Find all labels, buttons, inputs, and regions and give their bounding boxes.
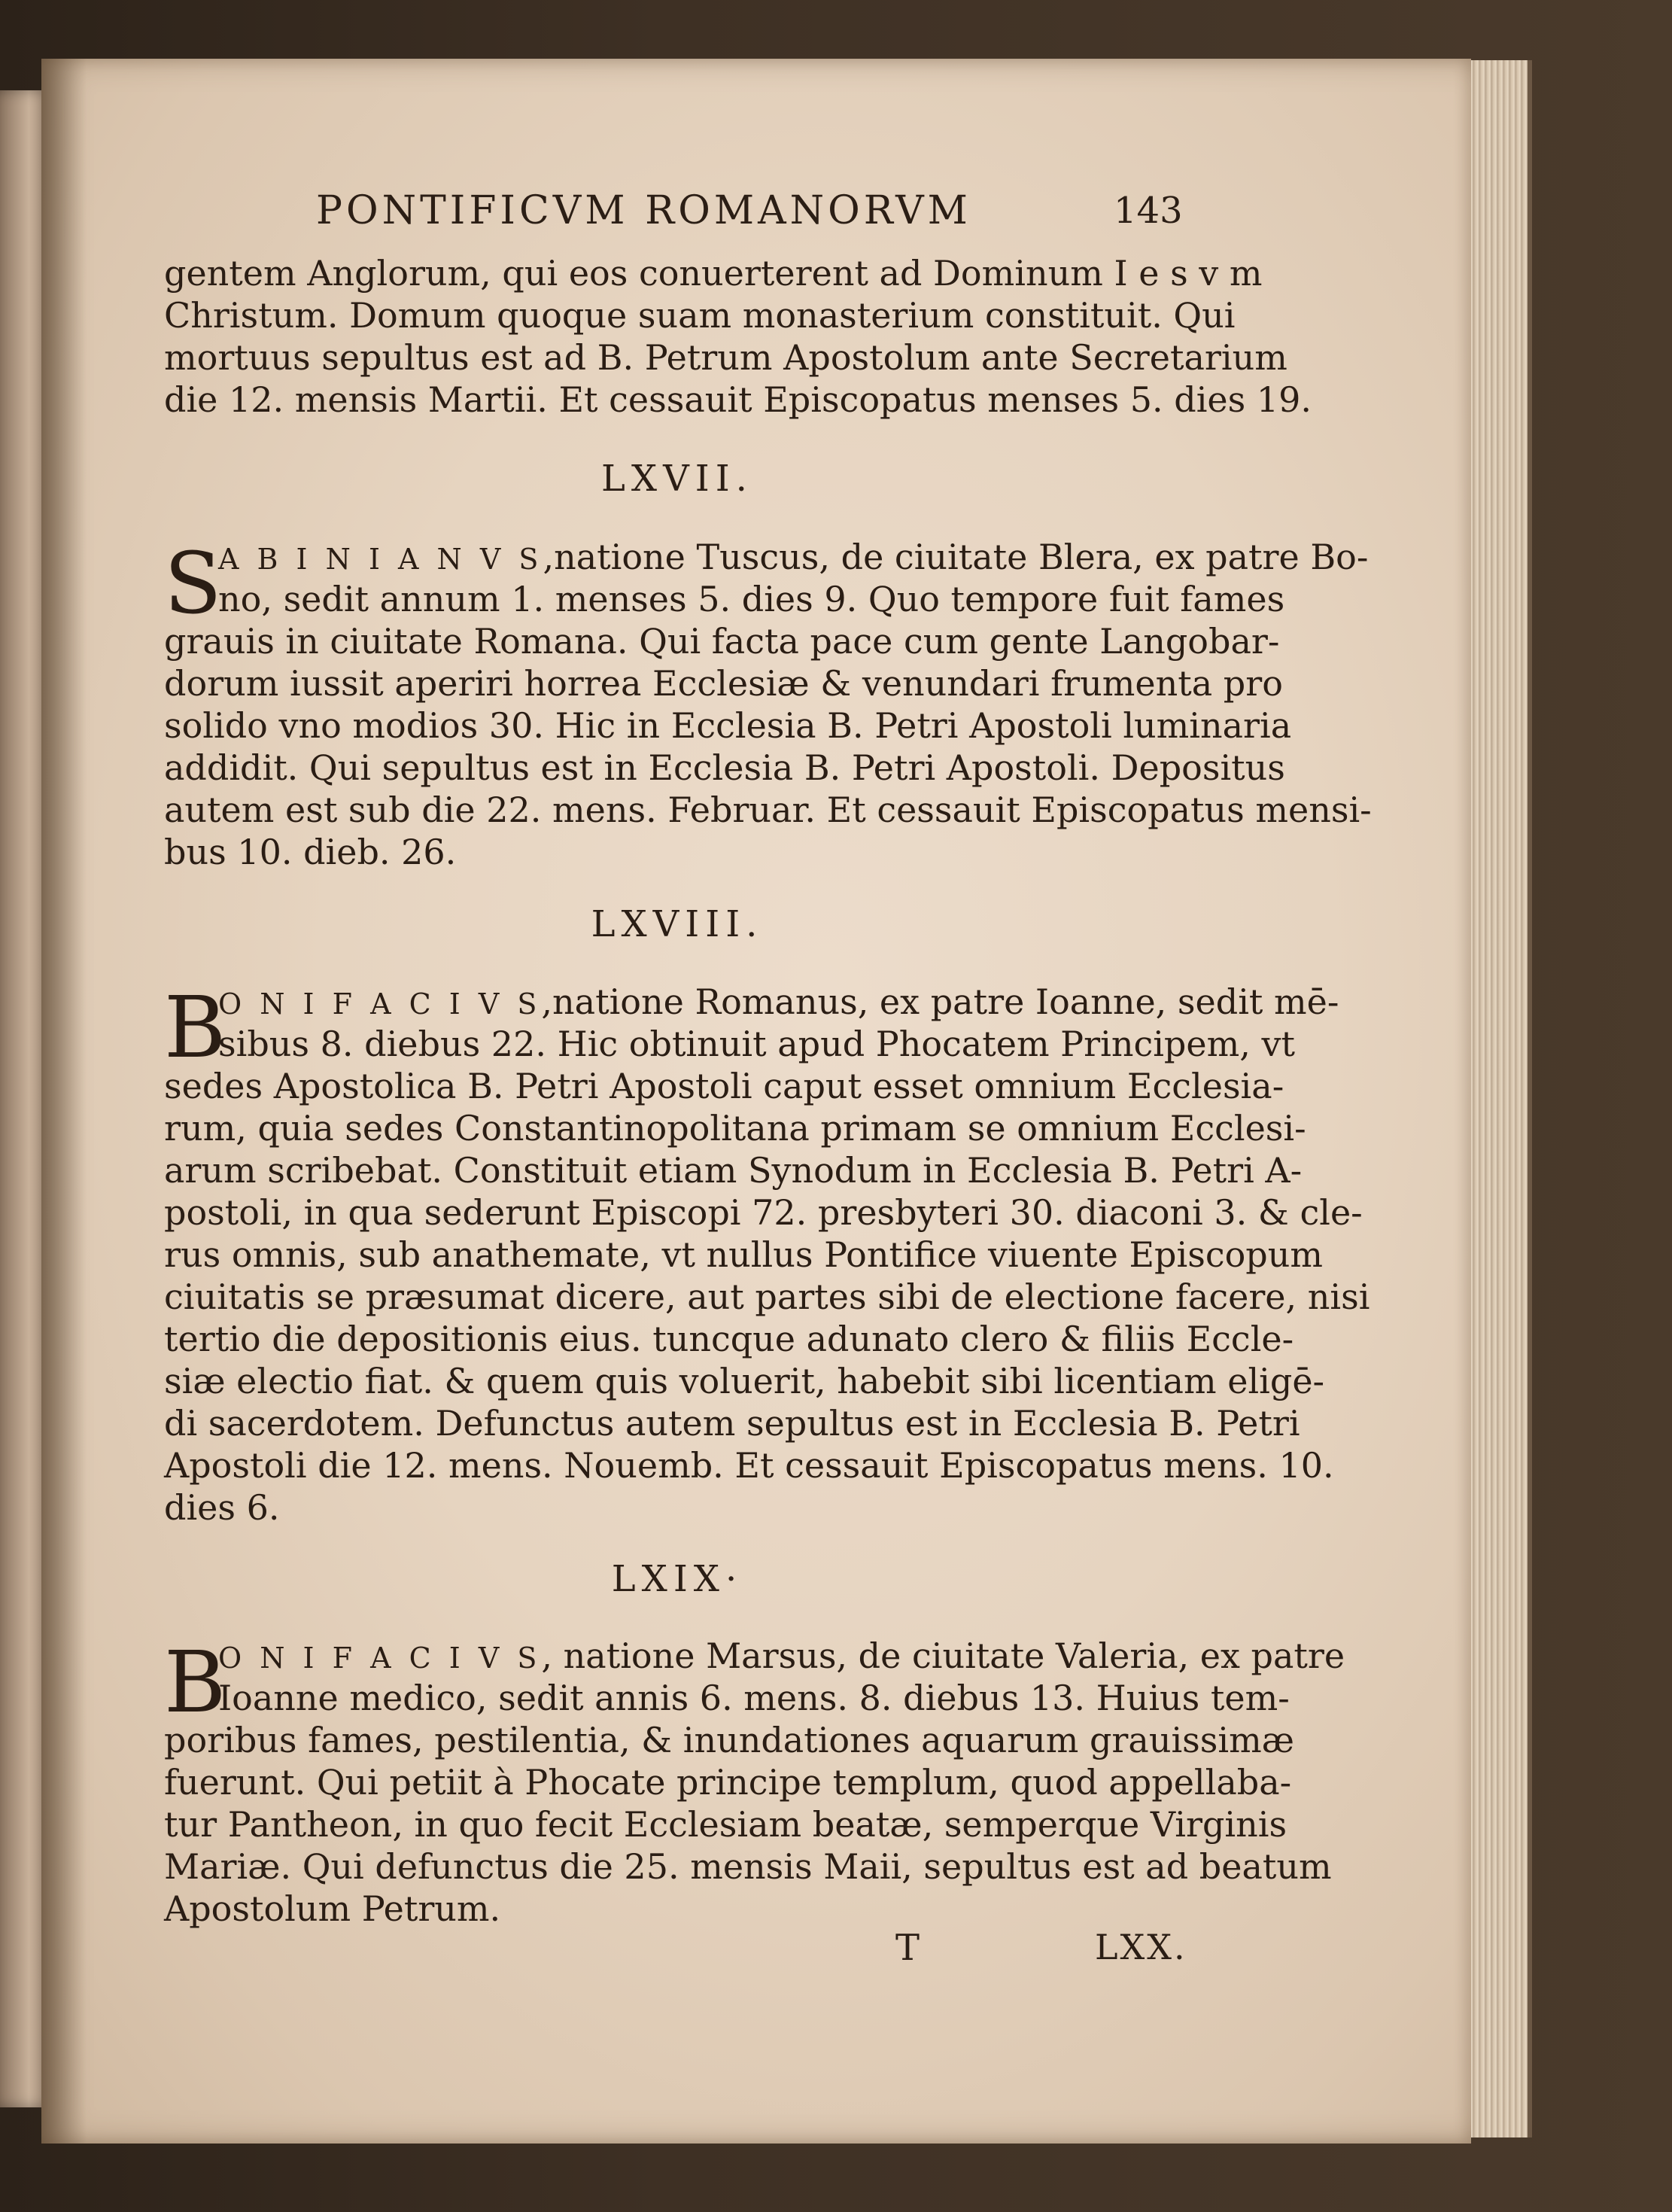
text-line: solido vno modios 30. Hic in Ecclesia B. Petri Apostoli luminaria: [164, 705, 1292, 746]
section-first-line: [218, 981, 1339, 1025]
text-line: dies 6.: [164, 1487, 280, 1528]
text-line: fuerunt. Qui petiit à Phocate principe templum, quod appellaba-: [164, 1762, 1292, 1803]
section-second-line: no, sedit annum 1. menses 5. dies 9. Quo tempore fuit fames: [218, 579, 1285, 619]
text-line: Apostolum Petrum.: [164, 1888, 501, 1929]
section-first-line: [218, 536, 1369, 580]
text-line: Mariæ. Qui defunctus die 25. mensis Maii, sepultus est ad beatum: [164, 1846, 1332, 1887]
running-head: PONTIFICVM ROMANORVM: [316, 188, 971, 233]
section-heading-lxviii: LXVIII.: [591, 903, 764, 945]
drop-cap: B: [164, 1634, 226, 1732]
section-second-line: Ioanne medico, sedit annis 6. mens. 8. diebus 13. Huius tem-: [218, 1678, 1290, 1718]
intro-line: mortuus sepultus est ad B. Petrum Apostolum ante Secretarium: [164, 337, 1287, 378]
text-line: rus omnis, sub anathemate, vt nullus Pontifice viuente Episcopum: [164, 1234, 1323, 1275]
first-line-rest: ,natione Tuscus, de ciuitate Blera, ex patre Bo-: [543, 537, 1369, 577]
text-line: tertio die depositionis eius. tuncque adunato clero & filiis Eccle-: [164, 1319, 1294, 1359]
text-line: dorum iussit aperiri horrea Ecclesiæ & venundari frumenta pro: [164, 663, 1283, 704]
intro-line: die 12. mensis Martii. Et cessauit Episcopatus menses 5. dies 19.: [164, 379, 1312, 420]
page-stack-edge: [1464, 60, 1532, 2137]
drop-cap: B: [164, 979, 226, 1077]
section-second-line: sibus 8. diebus 22. Hic obtinuit apud Phocatem Principem, vt: [218, 1024, 1295, 1064]
text-line: postoli, in qua sederunt Episcopi 72. presbyteri 30. diaconi 3. & cle-: [164, 1192, 1363, 1233]
drop-cap: S: [164, 535, 222, 633]
section-heading-lxvii: LXVII.: [601, 458, 753, 500]
signature-mark: T: [895, 1927, 920, 1969]
section-heading-lxix: LXIX·: [611, 1558, 743, 1600]
catchword: LXX.: [1095, 1927, 1187, 1967]
text-line: autem est sub die 22. mens. Februar. Et cessauit Episcopatus mensi-: [164, 790, 1372, 830]
text-line: poribus fames, pestilentia, & inundationes aquarum grauissimæ: [164, 1720, 1294, 1760]
text-line: addidit. Qui sepultus est in Ecclesia B. Petri Apostoli. Depositus: [164, 747, 1285, 788]
text-line: arum scribebat. Constituit etiam Synodum in Ecclesia B. Petri A-: [164, 1150, 1303, 1191]
text-line: siæ electio fiat. & quem quis voluerit, habebit sibi licentiam eligē-: [164, 1361, 1325, 1401]
first-line-rest: , natione Marsus, de ciuitate Valeria, ex patre: [541, 1635, 1345, 1676]
text-line: grauis in ciuitate Romana. Qui facta pace cum gente Langobar-: [164, 621, 1280, 662]
page-number: 143: [1114, 190, 1183, 232]
intro-line: gentem Anglorum, qui eos conuerterent ad Dominum I e s v m: [164, 253, 1263, 294]
text-line: rum, quia sedes Constantinopolitana primam se omnium Ecclesi-: [164, 1108, 1306, 1149]
small-caps-name: O N I F A C I V S: [218, 987, 542, 1021]
small-caps-name: O N I F A C I V S: [218, 1642, 542, 1675]
text-line: tur Pantheon, in quo fecit Ecclesiam beatæ, semperque Virginis: [164, 1804, 1287, 1845]
text-line: di sacerdotem. Defunctus autem sepultus est in Ecclesia B. Petri: [164, 1403, 1300, 1444]
first-line-rest: ,natione Romanus, ex patre Ioanne, sedit mē-: [541, 981, 1339, 1022]
text-line: bus 10. dieb. 26.: [164, 832, 457, 872]
section-first-line: [218, 1635, 1345, 1679]
gutter-shadow: [41, 59, 87, 2144]
text-line: ciuitatis se præsumat dicere, aut partes sibi de electione facere, nisi: [164, 1276, 1370, 1317]
intro-line: Christum. Domum quoque suam monasterium constituit. Qui: [164, 295, 1236, 336]
text-line: Apostoli die 12. mens. Nouemb. Et cessauit Episcopatus mens. 10.: [164, 1445, 1334, 1486]
small-caps-name: A B I N I A N V S: [218, 543, 543, 576]
text-line: sedes Apostolica B. Petri Apostoli caput esset omnium Ecclesia-: [164, 1066, 1284, 1106]
